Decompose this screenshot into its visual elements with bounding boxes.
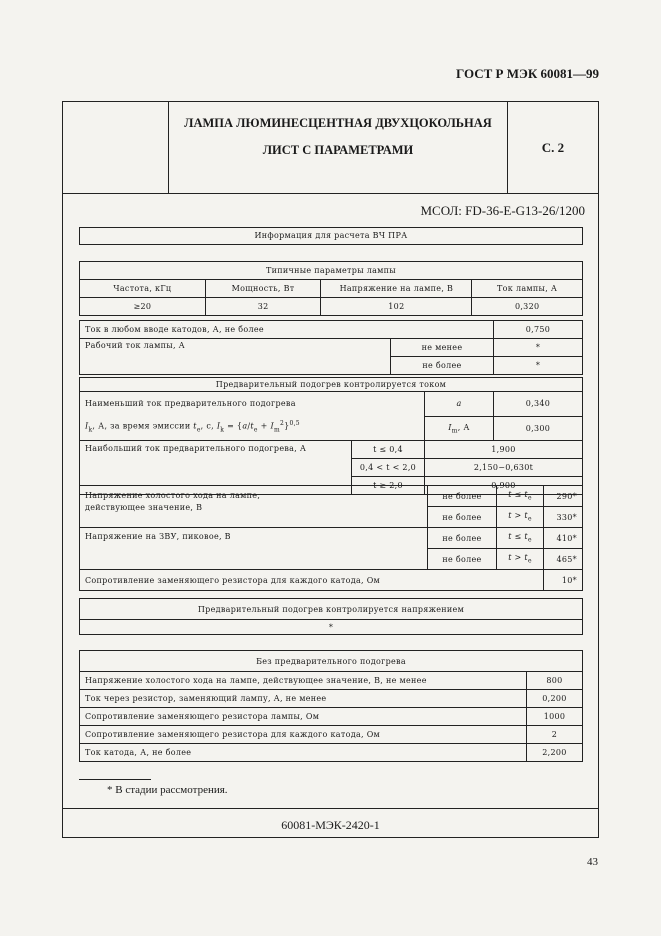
operating-current-label: Рабочий ток лампы, А (80, 339, 391, 375)
min-value: * (494, 339, 583, 357)
no-preheat-row-value: 1000 (527, 708, 583, 726)
val-power: 32 (205, 298, 321, 316)
cathode-lead-value: 0,750 (494, 321, 583, 339)
ocv-limit-1: не более (428, 486, 497, 507)
col-voltage: Напряжение на лампе, В (321, 280, 472, 298)
max-label: не более (391, 357, 494, 375)
zvu-cond-1: $t \le t_e$ (497, 528, 544, 549)
max-value: * (494, 357, 583, 375)
cathode-lead-label: Ток в любом вводе катодов, А, не более (80, 321, 494, 339)
zvu-value-1: 410* (544, 528, 583, 549)
max-preheat-value-3: 0,900 (425, 477, 583, 495)
ocv-limit-2: не более (428, 507, 497, 528)
no-preheat-row-value: 2,200 (527, 744, 583, 762)
ocv-cond-1: $t \le t_e$ (497, 486, 544, 507)
typical-parameters-table (79, 261, 583, 316)
preheat-current-caption: Предварительный подогрев контролируется током (80, 378, 583, 392)
min-label: не менее (391, 339, 494, 357)
val-frequency: ≥20 (80, 298, 206, 316)
page-number: 43 (587, 856, 598, 868)
col-current: Ток лампы, А (472, 280, 583, 298)
no-preheat-row-label: Ток катода, А, не более (80, 744, 527, 762)
no-preheat-caption: Без предварительного подогрева (80, 651, 583, 672)
zvu-value-2: 465* (544, 549, 583, 570)
document-code: ГОСТ Р МЭК 60081—99 (456, 66, 599, 81)
val-current: 0,320 (472, 298, 583, 316)
a-value: 0,340 (494, 392, 583, 417)
col-frequency: Частота, кГц (80, 280, 206, 298)
footer-divider (62, 808, 599, 809)
no-preheat-row-label: Сопротивление заменяющего резистора лампы, Ом (80, 708, 527, 726)
preheat-voltage-value: * (80, 620, 583, 635)
no-preheat-row-label: Напряжение холостого хода на лампе, действующее значение, В, не менее (80, 672, 527, 690)
currents-table (79, 320, 583, 375)
ocv-value-1: 290* (544, 486, 583, 507)
preheat-voltage-table (79, 598, 583, 635)
zvu-limit-1: не более (428, 528, 497, 549)
zvu-label: Напряжение на ЗВУ, пиковое, В (80, 528, 428, 570)
a-symbol: a (425, 392, 494, 417)
col-power: Мощность, Вт (205, 280, 321, 298)
sheet-subtitle: ЛИСТ С ПАРАМЕТРАМИ (262, 143, 414, 157)
max-preheat-cond-2: 0,4 < t < 2,0 (352, 459, 425, 477)
no-preheat-row-label: Ток через резистор, заменяющий лампу, А, не менее (80, 690, 527, 708)
sheet-page-ref: С. 2 (541, 140, 565, 155)
voltage-limits-table (79, 485, 583, 591)
no-preheat-row-value: 2 (527, 726, 583, 744)
document-number: 60081-МЭК-2420-1 (281, 818, 380, 832)
im-value: 0,300 (494, 416, 583, 441)
ocv-label: Напряжение холостого хода на лампе, действующее значение, В (80, 486, 428, 528)
hf-info-caption: Информация для расчета ВЧ ПРА (79, 227, 583, 245)
zvu-cond-2: $t > t_e$ (497, 549, 544, 570)
header-divider (62, 193, 599, 194)
im-label: $I_m$, А (425, 416, 494, 441)
zvu-limit-2: не более (428, 549, 497, 570)
val-voltage: 102 (321, 298, 472, 316)
preheat-current-table (79, 377, 583, 495)
no-preheat-table (79, 650, 583, 762)
no-preheat-row-value: 800 (527, 672, 583, 690)
sheet-title: ЛАМПА ЛЮМИНЕСЦЕНТНАЯ ДВУХЦОКОЛЬНАЯ (184, 116, 492, 130)
cathode-resistor-label: Сопротивление заменяющего резистора для каждого катода, Ом (80, 570, 544, 591)
max-preheat-cond-1: t ≤ 0,4 (352, 441, 425, 459)
footnote-separator (79, 779, 151, 780)
max-preheat-cond-3: t ≥ 2,0 (352, 477, 425, 495)
max-preheat-value-1: 1,900 (425, 441, 583, 459)
ocv-value-2: 330* (544, 507, 583, 528)
no-preheat-row-label: Сопротивление заменяющего резистора для каждого катода, Ом (80, 726, 527, 744)
preheat-voltage-caption: Предварительный подогрев контролируется напряжением (80, 599, 583, 620)
no-preheat-row-value: 0,200 (527, 690, 583, 708)
header-left-cell (62, 101, 169, 194)
footnote: * В стадии рассмотрения. (107, 784, 228, 796)
typical-caption: Типичные параметры лампы (80, 262, 583, 280)
ocv-cond-2: $t > t_e$ (497, 507, 544, 528)
max-preheat-label: Наибольший ток предварительного подогрева, А (80, 441, 352, 495)
min-preheat-label: Наименьший ток предварительного подогрева $I_k$, А, за время эмиссии $t_e$, с, $I_k = \{a/t_e + I_m^2\}^{0,5}$ (80, 392, 425, 441)
cathode-resistor-value: 10* (544, 570, 583, 591)
max-preheat-value-2: 2,150−0,630t (425, 459, 583, 477)
lamp-designation: МСОЛ: FD-36-E-G13-26/1200 (420, 203, 585, 218)
